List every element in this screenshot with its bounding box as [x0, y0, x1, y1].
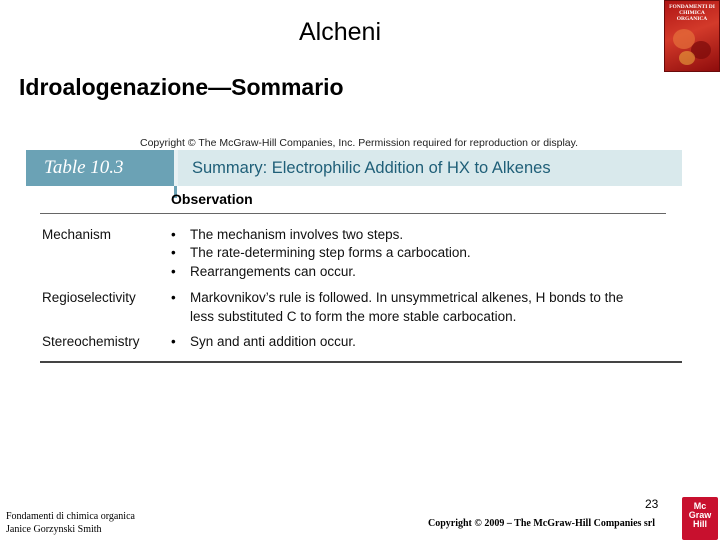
observation-line: less substituted C to form the more stable carbocation.	[190, 309, 517, 324]
table-rule-top	[40, 213, 666, 214]
footer-book-title: Fondamenti di chimica organica	[6, 511, 135, 522]
bullet-icon: •	[171, 334, 176, 349]
slide-title: Alcheni	[299, 18, 381, 46]
bullet-icon: •	[171, 227, 176, 242]
logo-text: Mc	[693, 501, 707, 511]
observation-line: Markovnikov’s rule is followed. In unsymmetrical alkenes, H bonds to the	[190, 290, 624, 305]
slide-subtitle: Idroalogenazione—Sommario	[19, 74, 344, 100]
table-caption: Summary: Electrophilic Addition of HX to Alkenes	[192, 159, 551, 177]
row-label-mechanism: Mechanism	[42, 227, 112, 242]
logo-text: Hill	[692, 519, 707, 529]
footer-copyright: Copyright © 2009 – The McGraw-Hill Companies srl	[428, 518, 656, 529]
table-rule-bottom	[40, 361, 682, 363]
logo-text: Graw	[688, 510, 712, 520]
observation-line: The rate-determining step forms a carbocation.	[190, 245, 471, 260]
row-label-stereochemistry: Stereochemistry	[42, 334, 140, 349]
book-cover-text: FONDAMENTI DI CHIMICA ORGANICA	[669, 4, 715, 22]
observation-line: The mechanism involves two steps.	[190, 227, 404, 242]
mcgraw-hill-logo	[682, 497, 718, 540]
bullet-icon: •	[171, 290, 176, 305]
book-cover-image	[664, 0, 720, 72]
row-label-regioselectivity: Regioselectivity	[42, 290, 136, 305]
figure-copyright-note: Copyright © The McGraw-Hill Companies, Inc. Permission required for reproduction or display.	[140, 137, 579, 149]
table-label: Table 10.3	[26, 150, 174, 186]
bullet-icon: •	[171, 264, 176, 279]
observation-line: Syn and anti addition occur.	[190, 334, 356, 349]
page-number: 23	[645, 497, 659, 511]
column-header-observation: Observation	[171, 191, 253, 207]
footer-author: Janice Gorzynski Smith	[6, 524, 102, 535]
table-label-divider	[174, 150, 178, 186]
bullet-icon: •	[171, 245, 176, 260]
observation-line: Rearrangements can occur.	[190, 264, 356, 279]
